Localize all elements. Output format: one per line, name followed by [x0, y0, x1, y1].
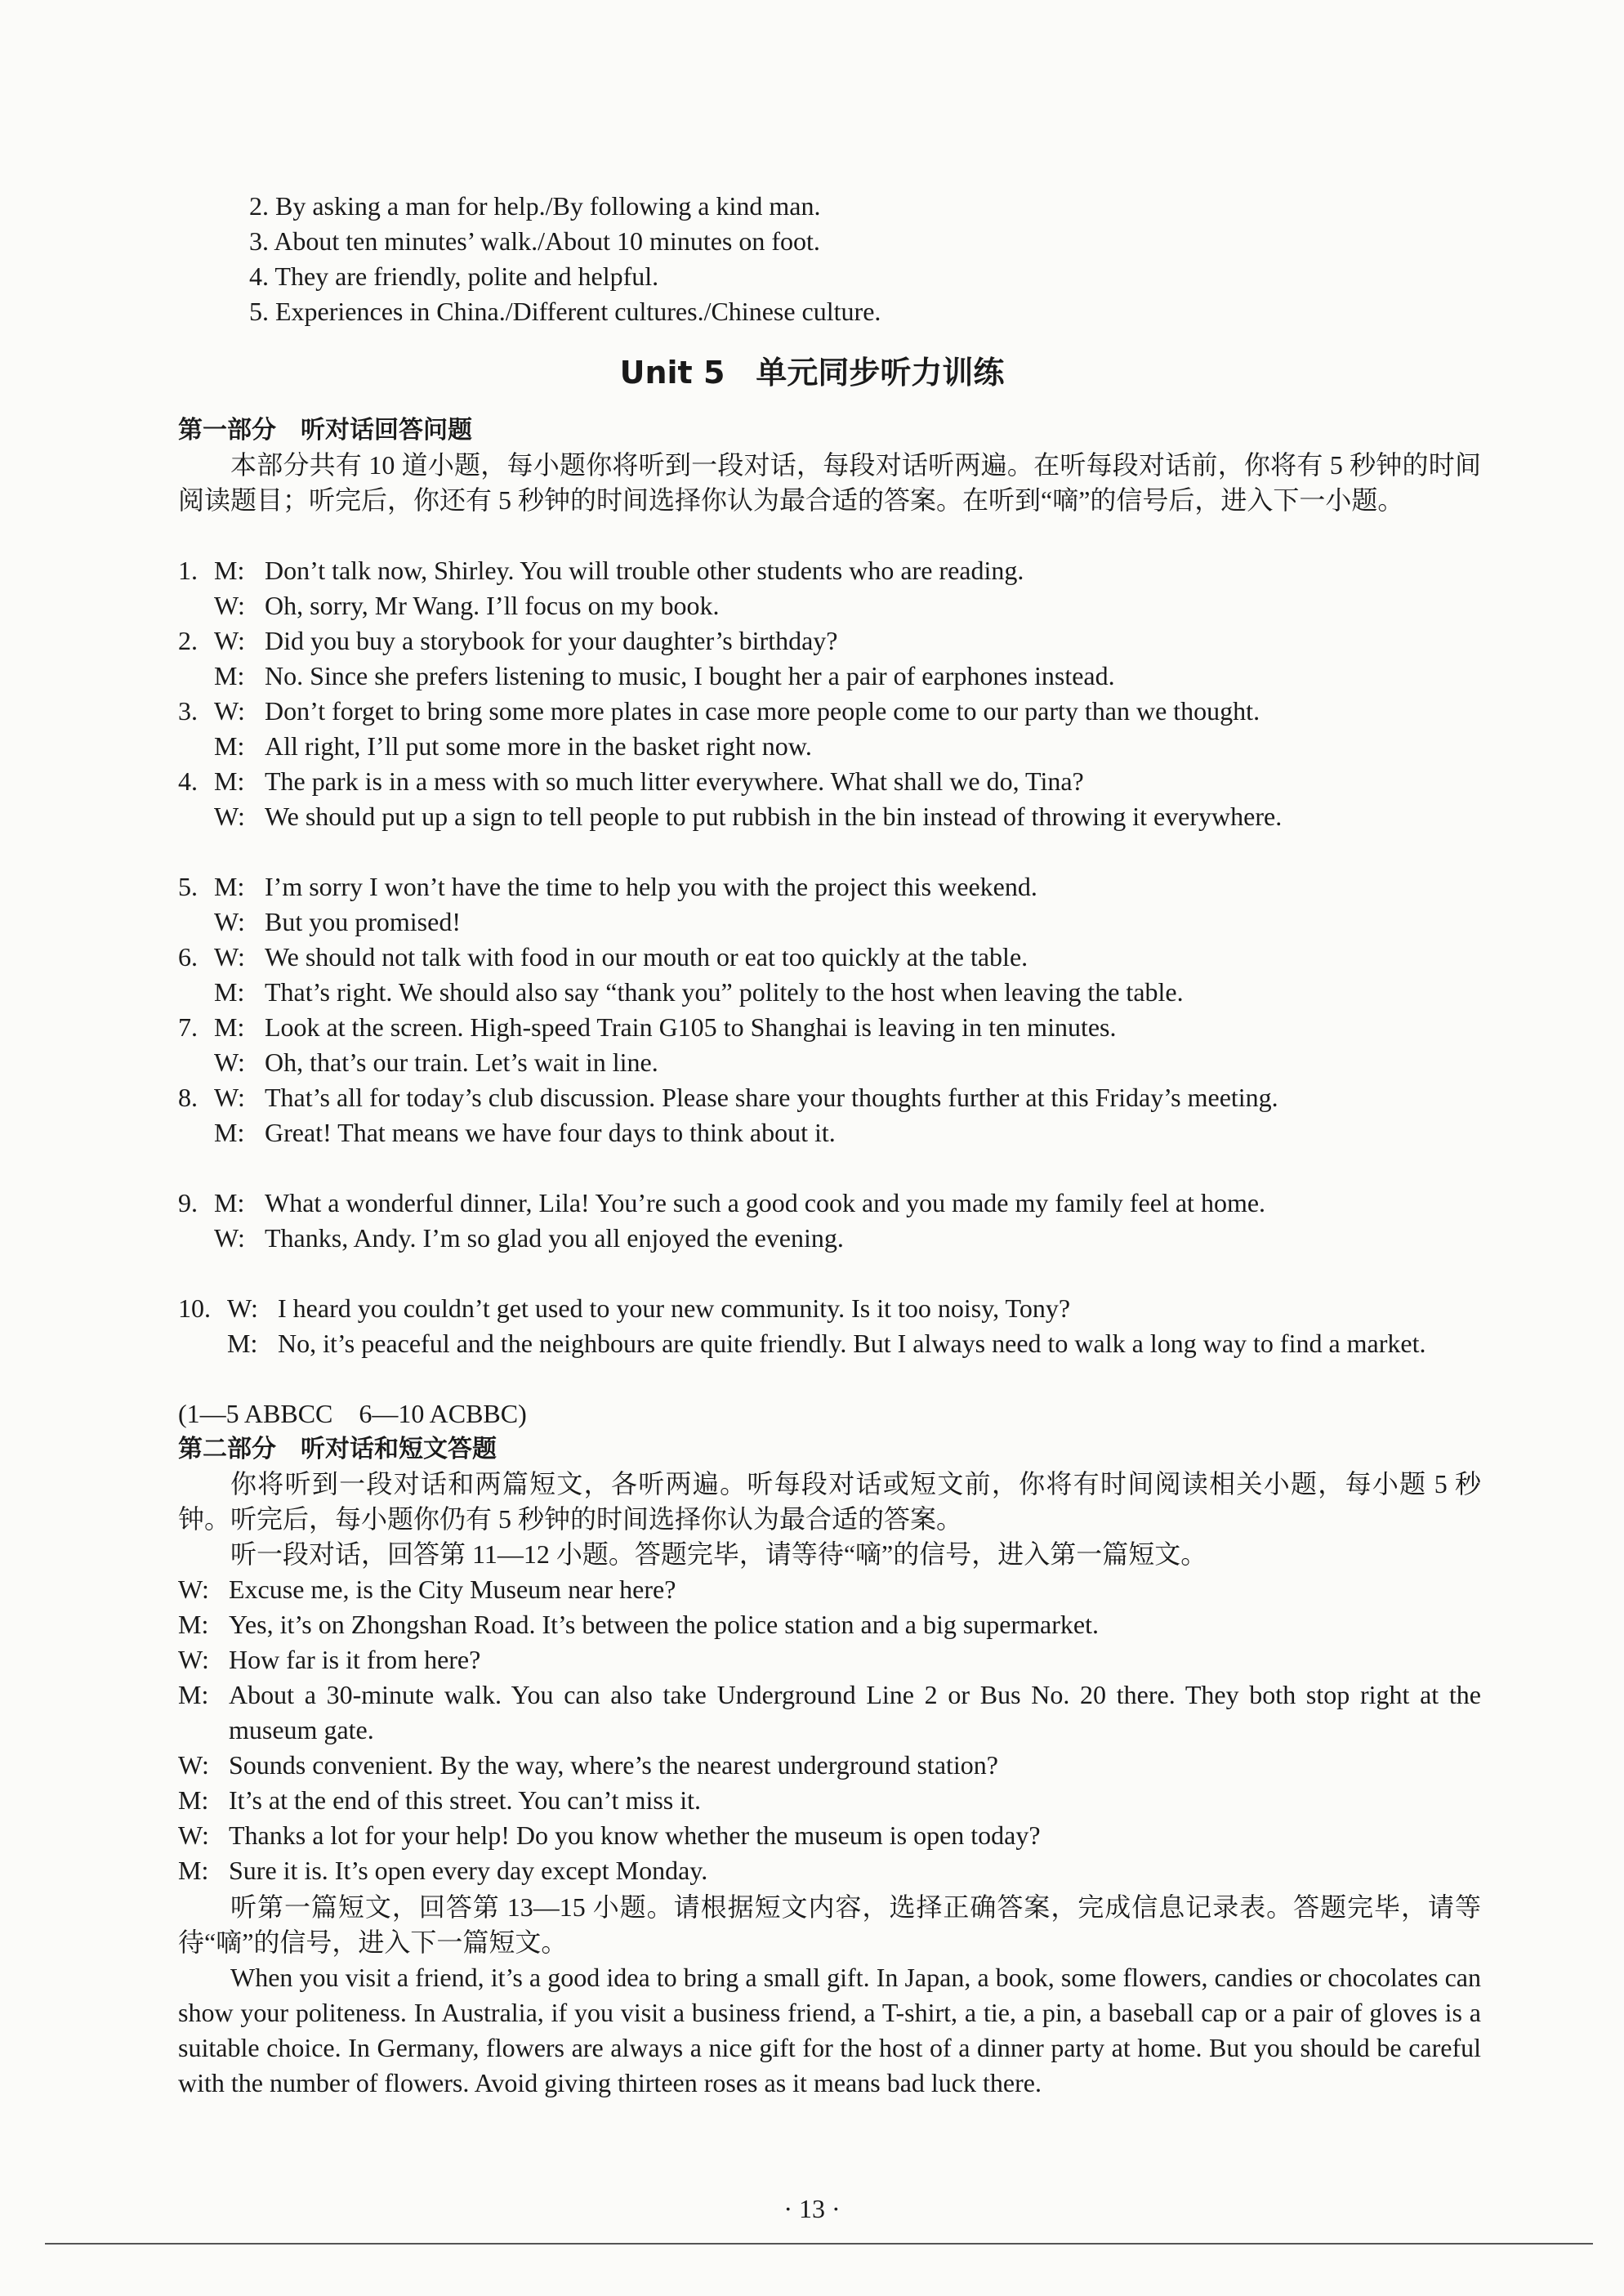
speaker-label: M: — [214, 1188, 245, 1217]
dialogue-line — [178, 1607, 1481, 1642]
dialogue-text: Sounds convenient. By the way, where’s the nearest underground station? — [229, 1750, 998, 1780]
dialogue-item — [178, 764, 1481, 834]
dialogue-line — [178, 623, 1481, 659]
dialogue-line — [178, 799, 1481, 834]
speaker-label: W: — [214, 1083, 245, 1112]
answer-key: (1—5 ABBCC 6—10 ACBBC) — [178, 1399, 527, 1428]
speaker-label: M: — [214, 977, 245, 1007]
dialogue-text: We should put up a sign to tell people to put rubbish in the bin instead of throwing it everywhere. — [265, 802, 1283, 831]
dialogue-text: The park is in a mess with so much litter everywhere. What shall we do, Tina? — [265, 766, 1084, 796]
dialogue-item — [178, 553, 1481, 623]
dialogue-text: That’s all for today’s club discussion. Please share your thoughts further at this Friday’s meeting. — [265, 1083, 1278, 1112]
speaker-label: W: — [214, 1047, 245, 1077]
dialogue-text: Great! That means we have four days to think about it. — [265, 1118, 836, 1147]
dialogue-item — [178, 1186, 1481, 1256]
dialogue-line — [178, 1291, 1481, 1326]
answer-line-3: 3. About ten minutes’ walk./About 10 minutes on foot. — [249, 226, 820, 256]
part1-intro: 本部分共有 10 道小题，每小题你将听到一段对话，每段对话听两遍。在听每段对话前，你将有 5 秒钟的时间阅读题目；听完后，你还有 5 秒钟的时间选择你认为最合适的答案。在听到“嘀”的信号后，进入下一小题。 — [178, 450, 1481, 515]
speaker-label: M: — [214, 661, 245, 690]
dialogue-line — [178, 1642, 1481, 1677]
dialogue-line — [178, 1221, 1481, 1256]
item-number: 1. — [178, 556, 198, 585]
speaker-label: W: — [214, 942, 245, 972]
speaker-label: M: — [214, 766, 245, 796]
item-number: 10. — [178, 1293, 211, 1323]
dialogue-text: It’s at the end of this street. You can’t miss it. — [229, 1785, 702, 1815]
item-number: 8. — [178, 1083, 198, 1112]
dialogue-line — [178, 869, 1481, 905]
dialogue-text: Oh, sorry, Mr Wang. I’ll focus on my book. — [265, 591, 720, 620]
part2-heading: 第二部分 听对话和短文答题 — [178, 1435, 497, 1463]
dialogue-item — [178, 1291, 1481, 1361]
item-number: 9. — [178, 1188, 198, 1217]
page-number: · 13 · — [783, 2194, 841, 2223]
part1-heading: 第一部分 听对话回答问题 — [178, 416, 472, 444]
dialogue-line — [178, 1572, 1481, 1607]
dialogue-text: I heard you couldn’t get used to your new community. Is it too noisy, Tony? — [278, 1293, 1071, 1323]
dialogue-text: No, it’s peaceful and the neighbours are quite friendly. But I always need to walk a long way to find a market. — [278, 1329, 1426, 1358]
speaker-label: M: — [227, 1329, 258, 1358]
answer-line-5: 5. Experiences in China./Different cultures./Chinese culture. — [249, 297, 881, 326]
item-number: 7. — [178, 1012, 198, 1042]
dialogue-line — [178, 694, 1481, 729]
dialogue-line — [178, 1080, 1481, 1115]
footer-rule — [45, 2243, 1593, 2245]
dialogue-item — [178, 694, 1481, 764]
item-number: 4. — [178, 766, 198, 796]
dialogue-text: That’s right. We should also say “thank you” politely to the host when leaving the table. — [265, 977, 1184, 1007]
speaker-label: M: — [214, 556, 245, 585]
dialogue-line — [178, 659, 1481, 694]
dialogue-item — [178, 1010, 1481, 1080]
speaker-label: W: — [214, 591, 245, 620]
speaker-label: M: — [214, 872, 245, 901]
dialogue-line — [178, 1677, 1481, 1748]
speaker-label: W: — [214, 907, 245, 936]
dialogue-line — [178, 1818, 1481, 1853]
dialogue-text: About a 30-minute walk. You can also take Underground Line 2 or Bus No. 20 there. They both stop right at the museum gate. — [229, 1680, 1481, 1744]
dialogue-line — [178, 1115, 1481, 1150]
speaker-label: W: — [214, 696, 245, 726]
dialogue-line — [178, 764, 1481, 799]
dialogue-text: Sure it is. It’s open every day except Monday. — [229, 1856, 708, 1885]
item-number: 6. — [178, 942, 198, 972]
part2-intro: 你将听到一段对话和两篇短文，各听两遍。听每段对话或短文前，你将有时间阅读相关小题，每小题 5 秒钟。听完后，每小题你仍有 5 秒钟的时间选择你认为最合适的答案。 — [178, 1469, 1481, 1534]
speaker-label: M: — [178, 1785, 209, 1815]
dialogue-line — [178, 1783, 1481, 1818]
item-number: 2. — [178, 626, 198, 655]
speaker-label: W: — [214, 626, 245, 655]
dialogue-text: Oh, that’s our train. Let’s wait in line. — [265, 1047, 658, 1077]
speaker-label: W: — [178, 1750, 209, 1780]
dialogue-line — [178, 729, 1481, 764]
dialogue-item — [178, 1080, 1481, 1150]
dialogue-line — [178, 905, 1481, 940]
dialogue-text: Excuse me, is the City Museum near here? — [229, 1575, 676, 1604]
dialogue-line — [178, 975, 1481, 1010]
dialogue-text: We should not talk with food in our mouth or eat too quickly at the table. — [265, 942, 1028, 972]
answer-line-2: 2. By asking a man for help./By following a kind man. — [249, 191, 821, 221]
item-number: 5. — [178, 872, 198, 901]
dialogue-text: Did you buy a storybook for your daughter’s birthday? — [265, 626, 838, 655]
speaker-label: M: — [178, 1680, 209, 1709]
dialogue-text: I’m sorry I won’t have the time to help you with the project this weekend. — [265, 872, 1037, 901]
speaker-label: W: — [178, 1645, 209, 1674]
dialogue-line — [178, 1748, 1481, 1783]
dialogue-text: No. Since she prefers listening to music, I bought her a pair of earphones instead. — [265, 661, 1115, 690]
speaker-label: M: — [214, 1012, 245, 1042]
speaker-label: M: — [178, 1856, 209, 1885]
speaker-label: M: — [214, 1118, 245, 1147]
dialogue-item — [178, 940, 1481, 1010]
passage-text: When you visit a friend, it’s a good idea to bring a small gift. In Japan, a book, some flowers, candies or chocolates can show your politeness. In Australia, if you visit a business friend, a T-shirt, a tie, a pin, a baseball cap or a pair of gloves is a suitable choice. In Germany, flowers are always a nice gift for the host of a dinner party at home. But you should be careful with the number of flowers. Avoid giving thirteen roses as it means bad luck there. — [178, 1963, 1481, 2097]
dialogue-text: How far is it from here? — [229, 1645, 481, 1674]
passage-intro: 听第一篇短文，回答第 13—15 小题。请根据短文内容，选择正确答案，完成信息记录表。答题完毕，请等待“嘀”的信号，进入下一篇短文。 — [178, 1892, 1481, 1957]
dialogue-text: All right, I’ll put some more in the basket right now. — [265, 731, 812, 761]
dialogue-line — [178, 1045, 1481, 1080]
unit-title: Unit 5 单元同步听力训练 — [619, 355, 1005, 391]
item-number: 3. — [178, 696, 198, 726]
dialogue-line — [178, 1186, 1481, 1221]
speaker-label: W: — [214, 802, 245, 831]
speaker-label: W: — [178, 1575, 209, 1604]
speaker-label: M: — [214, 731, 245, 761]
dialogue-line — [178, 940, 1481, 975]
dialogue-text: Don’t talk now, Shirley. You will trouble other students who are reading. — [265, 556, 1024, 585]
dialogue-text: But you promised! — [265, 907, 461, 936]
speaker-label: W: — [227, 1293, 258, 1323]
dialogue-item — [178, 869, 1481, 940]
dialogue-text: Thanks, Andy. I’m so glad you all enjoyed the evening. — [265, 1223, 844, 1253]
dialogue-line — [178, 553, 1481, 588]
dialogue-text: Look at the screen. High-speed Train G105 to Shanghai is leaving in ten minutes. — [265, 1012, 1117, 1042]
speaker-label: M: — [178, 1610, 209, 1639]
dialogue-line — [178, 588, 1481, 623]
dialogue-line — [178, 1853, 1481, 1888]
dialogue-item — [178, 623, 1481, 694]
speaker-label: W: — [214, 1223, 245, 1253]
dialogue-text: Thanks a lot for your help! Do you know whether the museum is open today? — [229, 1820, 1041, 1850]
speaker-label: W: — [178, 1820, 209, 1850]
dialogue-text: What a wonderful dinner, Lila! You’re such a good cook and you made my family feel at home. — [265, 1188, 1266, 1217]
dialogue-line — [178, 1326, 1481, 1361]
answer-line-4: 4. They are friendly, polite and helpful. — [249, 261, 659, 291]
dialogue-line — [178, 1010, 1481, 1045]
part2-dialog-intro: 听一段对话，回答第 11—12 小题。答题完毕，请等待“嘀”的信号，进入第一篇短文。 — [230, 1539, 1207, 1569]
dialogue-text: Yes, it’s on Zhongshan Road. It’s between the police station and a big supermarket. — [229, 1610, 1099, 1639]
dialogue-text: Don’t forget to bring some more plates in case more people come to our party than we thought. — [265, 696, 1260, 726]
